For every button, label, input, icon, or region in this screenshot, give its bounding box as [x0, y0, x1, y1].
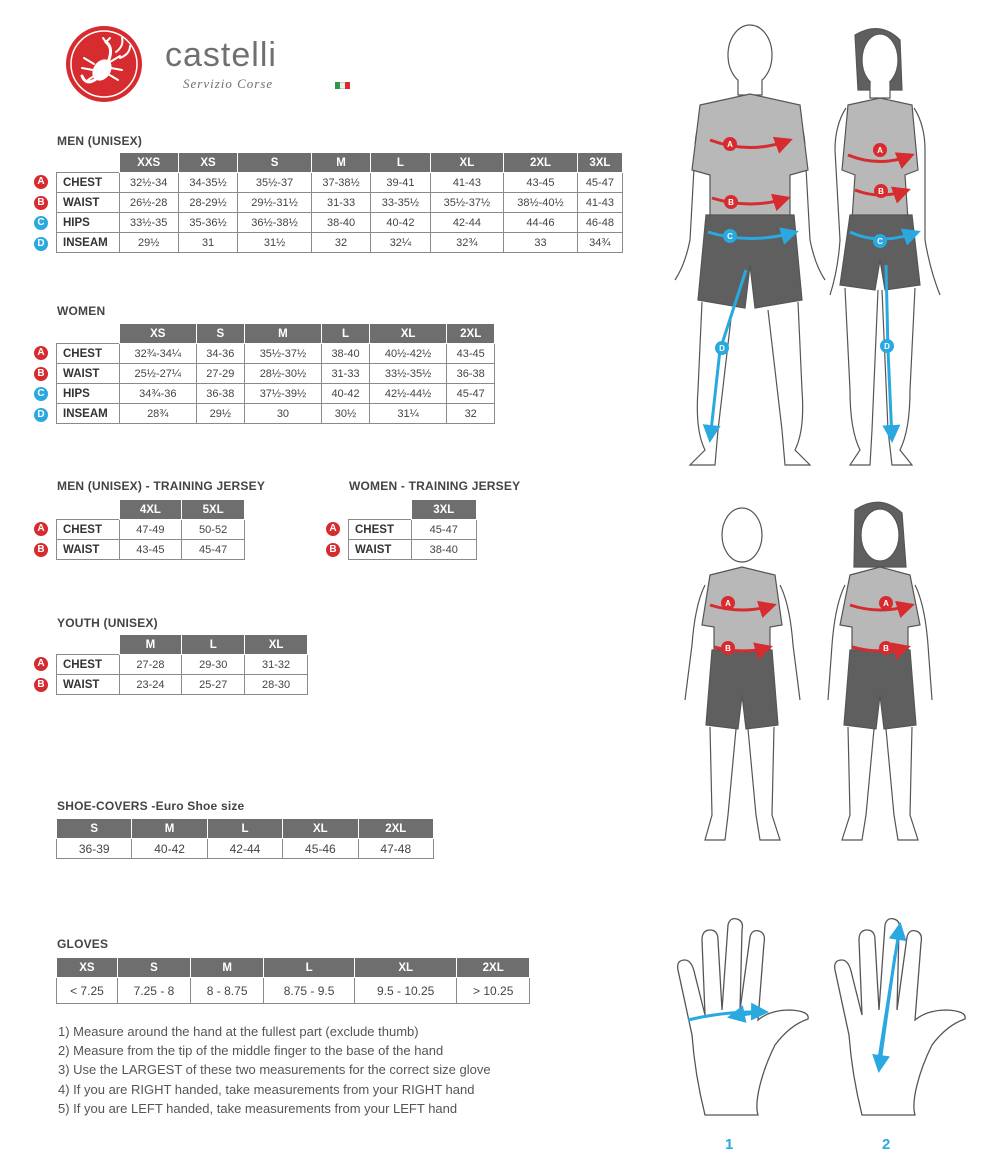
size-header: M [191, 958, 264, 978]
size-value-cell: 41-43 [430, 173, 504, 193]
svg-text:C: C [877, 237, 883, 246]
size-value-cell: 42½-44½ [369, 384, 447, 404]
size-value-cell: 45-47 [411, 520, 477, 540]
size-value-cell: 45-47 [182, 540, 245, 560]
row-label: WAIST [57, 540, 120, 560]
size-header: 2XL [358, 819, 433, 839]
male-figure [675, 25, 825, 465]
size-header: M [119, 635, 182, 655]
note-4: 4) If you are RIGHT handed, take measurements from your RIGHT hand [58, 1081, 475, 1097]
note-1: 1) Measure around the hand at the fullest part (exclude thumb) [58, 1024, 419, 1039]
size-value-cell: 31-32 [245, 655, 308, 675]
size-value-cell: 40-42 [371, 213, 430, 233]
size-value-cell: 27-29 [197, 364, 245, 384]
table-row [57, 364, 495, 384]
table-row [57, 540, 245, 560]
size-value-cell: 44-46 [504, 213, 578, 233]
table-row [57, 233, 623, 253]
size-header: 4XL [119, 500, 182, 520]
table-row [57, 384, 495, 404]
shoe-covers-title: SHOE-COVERS -Euro Shoe size [57, 799, 245, 813]
size-header: XL [245, 635, 308, 655]
measure-badge-b-icon: B [34, 196, 48, 210]
size-header: L [182, 635, 245, 655]
size-header-row [57, 635, 308, 655]
size-header: L [264, 958, 355, 978]
table-row [57, 213, 623, 233]
size-value-cell: 35-36½ [178, 213, 237, 233]
size-header: 2XL [504, 153, 578, 173]
measure-badge-a-icon: A [326, 522, 340, 536]
size-header: XS [57, 958, 118, 978]
row-label: WAIST [57, 675, 120, 695]
size-value-cell: 32½-34 [119, 173, 178, 193]
size-value-cell: 32¾ [430, 233, 504, 253]
size-value-cell: 31 [178, 233, 237, 253]
row-label: WAIST [349, 540, 412, 560]
size-value-cell: 36-38 [197, 384, 245, 404]
table-row [57, 404, 495, 424]
size-value-cell: 28-30 [245, 675, 308, 695]
size-header: XS [178, 153, 237, 173]
size-header: XL [283, 819, 358, 839]
men-size-table [56, 152, 623, 253]
size-header-row [57, 153, 623, 173]
size-header: XS [119, 324, 197, 344]
size-value-cell: 29-30 [182, 655, 245, 675]
boy-figure [685, 508, 800, 840]
size-header: M [311, 153, 370, 173]
svg-text:C: C [727, 232, 733, 241]
size-value-cell: 43-45 [119, 540, 182, 560]
row-label: WAIST [57, 193, 120, 213]
size-value-cell: 33½-35 [119, 213, 178, 233]
size-value-cell: 32 [447, 404, 495, 424]
size-value-cell: 45-46 [283, 839, 358, 859]
note-5: 5) If you are LEFT handed, take measurements from your LEFT hand [58, 1100, 458, 1116]
size-value-cell: 31-33 [322, 364, 370, 384]
size-value-cell: 34¾-36 [119, 384, 197, 404]
size-header-row [57, 500, 245, 520]
measure-badge-a-icon: A [34, 175, 48, 189]
table-row [57, 520, 245, 540]
size-header: 3XL [411, 500, 477, 520]
size-header: 5XL [182, 500, 245, 520]
italian-flag-icon [335, 82, 350, 89]
size-value-cell: 27-28 [119, 655, 182, 675]
size-value-cell: 34-36 [197, 344, 245, 364]
size-value-cell: 30½ [322, 404, 370, 424]
size-header: L [207, 819, 282, 839]
svg-text:B: B [883, 644, 889, 653]
women-training-title: WOMEN - TRAINING JERSEY [349, 479, 521, 493]
size-value-cell: 38-40 [311, 213, 370, 233]
brand-tagline: Servizio Corse [183, 76, 274, 91]
size-value-cell: 47-48 [358, 839, 433, 859]
shoe-covers-table [56, 818, 434, 859]
row-label: CHEST [57, 520, 120, 540]
size-value-cell: 38-40 [322, 344, 370, 364]
table-row [57, 655, 308, 675]
size-header-row [349, 500, 477, 520]
size-header: S [117, 958, 190, 978]
row-label: CHEST [57, 173, 120, 193]
size-value-cell: 30 [244, 404, 322, 424]
row-label: HIPS [57, 384, 120, 404]
size-value-cell: 50-52 [182, 520, 245, 540]
size-value-cell: 32 [311, 233, 370, 253]
measure-badge-a-icon: A [34, 522, 48, 536]
size-value-cell: 45-47 [447, 384, 495, 404]
size-value-cell: 28¾ [119, 404, 197, 424]
adult-figures-illustration [650, 10, 990, 470]
svg-text:A: A [877, 146, 883, 155]
svg-text:B: B [725, 644, 731, 653]
size-value-cell: 38½-40½ [504, 193, 578, 213]
row-label: CHEST [57, 655, 120, 675]
size-value-cell: 41-43 [577, 193, 622, 213]
size-header: L [322, 324, 370, 344]
size-value-cell: 43-45 [447, 344, 495, 364]
size-value-cell: > 10.25 [457, 978, 530, 1004]
size-value-cell: 8 - 8.75 [191, 978, 264, 1004]
women-size-table [56, 323, 495, 424]
svg-text:A: A [727, 140, 733, 149]
size-header: XL [369, 324, 447, 344]
size-value-cell: 9.5 - 10.25 [354, 978, 456, 1004]
size-value-cell: 46-48 [577, 213, 622, 233]
header-blank-cell [57, 153, 120, 173]
scorpion-logo-icon [64, 24, 144, 104]
men-training-title: MEN (UNISEX) - TRAINING JERSEY [57, 479, 266, 493]
size-value-cell: 28½-30½ [244, 364, 322, 384]
size-value-cell: 39-41 [371, 173, 430, 193]
header-blank-cell [57, 635, 120, 655]
table-row [57, 839, 434, 859]
hand-measurement-illustration [670, 915, 990, 1160]
header-blank-cell [57, 324, 120, 344]
size-header: S [197, 324, 245, 344]
row-label: INSEAM [57, 233, 120, 253]
men-section-title: MEN (UNISEX) [57, 134, 143, 148]
svg-text:B: B [878, 187, 884, 196]
measure-badge-d-icon: D [34, 408, 48, 422]
table-row [57, 978, 530, 1004]
size-header: XL [430, 153, 504, 173]
youth-figures-illustration [670, 495, 970, 855]
size-header-row [57, 324, 495, 344]
size-value-cell: 34-35½ [178, 173, 237, 193]
size-value-cell: 33½-35½ [369, 364, 447, 384]
size-value-cell: 36-39 [57, 839, 132, 859]
size-header: S [57, 819, 132, 839]
size-header: M [132, 819, 207, 839]
measure-badge-b-icon: B [326, 543, 340, 557]
table-row [57, 173, 623, 193]
svg-text:D: D [884, 342, 890, 351]
table-row [349, 540, 477, 560]
measure-badge-b-icon: B [34, 367, 48, 381]
header-blank-cell [349, 500, 412, 520]
size-value-cell: 40-42 [322, 384, 370, 404]
table-row [57, 675, 308, 695]
table-row [57, 193, 623, 213]
size-header: 2XL [457, 958, 530, 978]
size-value-cell: 40½-42½ [369, 344, 447, 364]
size-header: 2XL [447, 324, 495, 344]
size-header-row [57, 819, 434, 839]
size-value-cell: 35½-37 [238, 173, 312, 193]
female-figure [830, 29, 940, 465]
size-value-cell: 26½-28 [119, 193, 178, 213]
size-value-cell: 29½ [197, 404, 245, 424]
size-header: XL [354, 958, 456, 978]
row-label: WAIST [57, 364, 120, 384]
size-value-cell: 37-38½ [311, 173, 370, 193]
size-header: S [238, 153, 312, 173]
header-blank-cell [57, 500, 120, 520]
row-label: HIPS [57, 213, 120, 233]
size-value-cell: 42-44 [207, 839, 282, 859]
size-value-cell: 25½-27¼ [119, 364, 197, 384]
size-value-cell: 32¾-34¼ [119, 344, 197, 364]
size-header-row [57, 958, 530, 978]
measure-badge-a-icon: A [34, 657, 48, 671]
size-value-cell: 36½-38½ [238, 213, 312, 233]
size-value-cell: 43-45 [504, 173, 578, 193]
size-value-cell: 33-35½ [371, 193, 430, 213]
size-value-cell: 7.25 - 8 [117, 978, 190, 1004]
measure-badge-c-icon: C [34, 216, 48, 230]
table-row [349, 520, 477, 540]
youth-section-title: YOUTH (UNISEX) [57, 616, 158, 630]
size-value-cell: 8.75 - 9.5 [264, 978, 355, 1004]
size-value-cell: 42-44 [430, 213, 504, 233]
women-section-title: WOMEN [57, 304, 106, 318]
svg-text:B: B [728, 198, 734, 207]
size-value-cell: 33 [504, 233, 578, 253]
size-value-cell: 40-42 [132, 839, 207, 859]
svg-text:A: A [883, 599, 889, 608]
size-value-cell: 38-40 [411, 540, 477, 560]
table-row [57, 344, 495, 364]
hand-2-label: 2 [882, 1136, 891, 1153]
measure-badge-a-icon: A [34, 346, 48, 360]
size-header: M [244, 324, 322, 344]
size-value-cell: 36-38 [447, 364, 495, 384]
svg-text:A: A [725, 599, 731, 608]
svg-text:D: D [719, 344, 725, 353]
note-3: 3) Use the LARGEST of these two measurements for the correct size glove [58, 1062, 491, 1078]
size-value-cell: 28-29½ [178, 193, 237, 213]
size-value-cell: 34¾ [577, 233, 622, 253]
size-value-cell: 37½-39½ [244, 384, 322, 404]
measure-badge-b-icon: B [34, 678, 48, 692]
row-label: CHEST [349, 520, 412, 540]
hand-2-icon [835, 919, 966, 1115]
size-header: XXS [119, 153, 178, 173]
size-value-cell: 31¼ [369, 404, 447, 424]
size-value-cell: 32¼ [371, 233, 430, 253]
gloves-title: GLOVES [57, 937, 109, 951]
size-value-cell: 31½ [238, 233, 312, 253]
hand-1-label: 1 [725, 1136, 734, 1153]
glove-measure-notes [58, 1022, 491, 1118]
girl-figure [828, 502, 932, 840]
size-value-cell: 29½ [119, 233, 178, 253]
row-label: INSEAM [57, 404, 120, 424]
women-training-table [348, 499, 477, 560]
men-training-table [56, 499, 245, 560]
size-value-cell: 29½-31½ [238, 193, 312, 213]
brand-name: castelli [165, 36, 277, 74]
measure-badge-d-icon: D [34, 237, 48, 251]
size-value-cell: 47-49 [119, 520, 182, 540]
size-header: L [371, 153, 430, 173]
size-value-cell: < 7.25 [57, 978, 118, 1004]
size-value-cell: 23-24 [119, 675, 182, 695]
note-2: 2) Measure from the tip of the middle finger to the base of the hand [58, 1043, 444, 1059]
size-value-cell: 31-33 [311, 193, 370, 213]
measure-badge-b-icon: B [34, 543, 48, 557]
measure-badge-c-icon: C [34, 387, 48, 401]
size-value-cell: 35½-37½ [430, 193, 504, 213]
size-value-cell: 45-47 [577, 173, 622, 193]
youth-size-table [56, 634, 308, 695]
size-value-cell: 25-27 [182, 675, 245, 695]
row-label: CHEST [57, 344, 120, 364]
gloves-table [56, 957, 530, 1004]
size-value-cell: 35½-37½ [244, 344, 322, 364]
size-header: 3XL [577, 153, 622, 173]
